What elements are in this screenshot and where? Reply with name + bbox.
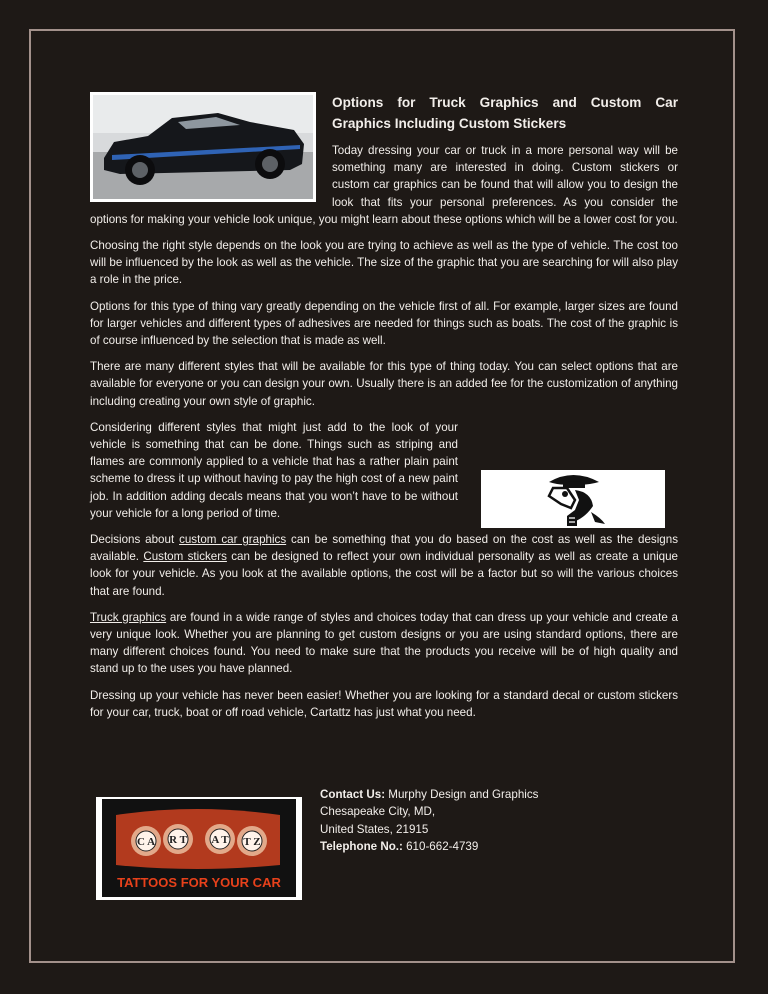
phone-label: Telephone No.:: [320, 840, 403, 854]
paragraph-styles: Considering different styles that might just add to the look of your vehicle is something that can be done. Things such as striping and flames are commonly applied to a vehicle that has a rather plain paint scheme to dress it up without having to pay the high cost of a new paint job. In addition adding decals means that you won’t have to be without your vehicle for a long period of time.: [90, 420, 458, 520]
cartattz-logo-image: [96, 797, 302, 900]
article-title: Options for Truck Graphics and Custom Car Graphics Including Custom Stickers: [332, 95, 678, 131]
svg-text:C A: C A: [136, 836, 156, 848]
truck-graphics-link[interactable]: Truck graphics: [90, 610, 167, 624]
car-photo: [90, 92, 316, 202]
svg-text:T Z: T Z: [243, 836, 261, 848]
paragraph-options: Options for this type of thing vary greatly depending on the vehicle first of all. For example, larger sizes are found for larger vehicles and different types of adhesives are needed for things such as boats. The cost of the graphic is of course influenced by the selection that is made as well.: [90, 299, 678, 348]
custom-car-graphics-link[interactable]: custom car graphics: [179, 533, 287, 547]
contact-block: [320, 786, 538, 856]
svg-text:TATTOOS FOR YOUR CAR: TATTOOS FOR YOUR CAR: [117, 875, 281, 890]
contact-address-line: United States, 21915: [320, 822, 429, 836]
contact-label: Contact Us:: [320, 788, 386, 801]
phone-number: 610-662-4739: [402, 840, 479, 854]
paragraph-truck: Truck graphics are found in a wide range of styles and choices today that can dress up your vehicle and create a very unique look. Whether you are planning to get custom designs or you are using standard options, there are many different choices found. You need to make sure that the products you receive will be of high quality and stand up to the uses you have planned.: [90, 610, 678, 676]
paragraph-intro: Today dressing your car or truck in a more personal way will be something many are interested in doing. Custom stickers or custom car graphics can be found that will allow you to design the look that fits your personal preferences. As you consider the options for making your vehicle look unique, you might learn about these options which will be a lower cost for you.: [90, 144, 678, 226]
contact-company: Murphy Design and Graphics: [385, 788, 539, 801]
paragraph-closing: Dressing up your vehicle has never been easier! Whether you are looking for a standard decal or custom stickers for your car, truck, boat or off road vehicle, Cartattz has just what you need.: [90, 688, 678, 719]
svg-text:A T: A T: [211, 834, 229, 846]
contact-address-line: Chesapeake City, MD,: [320, 805, 436, 819]
paragraph-style: Choosing the right style depends on the look you are trying to achieve as well as the type of vehicle. The cost too will be influenced by the look as well as the vehicle. The size of the graphic that you are searching for will also play a role in the price.: [90, 239, 678, 287]
paragraph-decisions: Decisions about custom car graphics can be something that you do based on the cost as well as the designs available. Custom stickers can be designed to reflect your own individual personality as well as create a unique look for your vehicle. As you look at the available options, the cost will be a factor but so will the various choices that are found.: [90, 533, 678, 598]
svg-text:R T: R T: [169, 834, 187, 846]
cowboy-skull-decal-image: [481, 470, 665, 528]
paragraph-custom: There are many different styles that will be available for this type of thing today. You can select options that are available for everyone or you can design your own. Usually there is an added fee for the customization of anything including creating your own style of graphic.: [90, 360, 678, 408]
article: [90, 92, 678, 730]
custom-stickers-link[interactable]: Custom stickers: [143, 550, 227, 564]
